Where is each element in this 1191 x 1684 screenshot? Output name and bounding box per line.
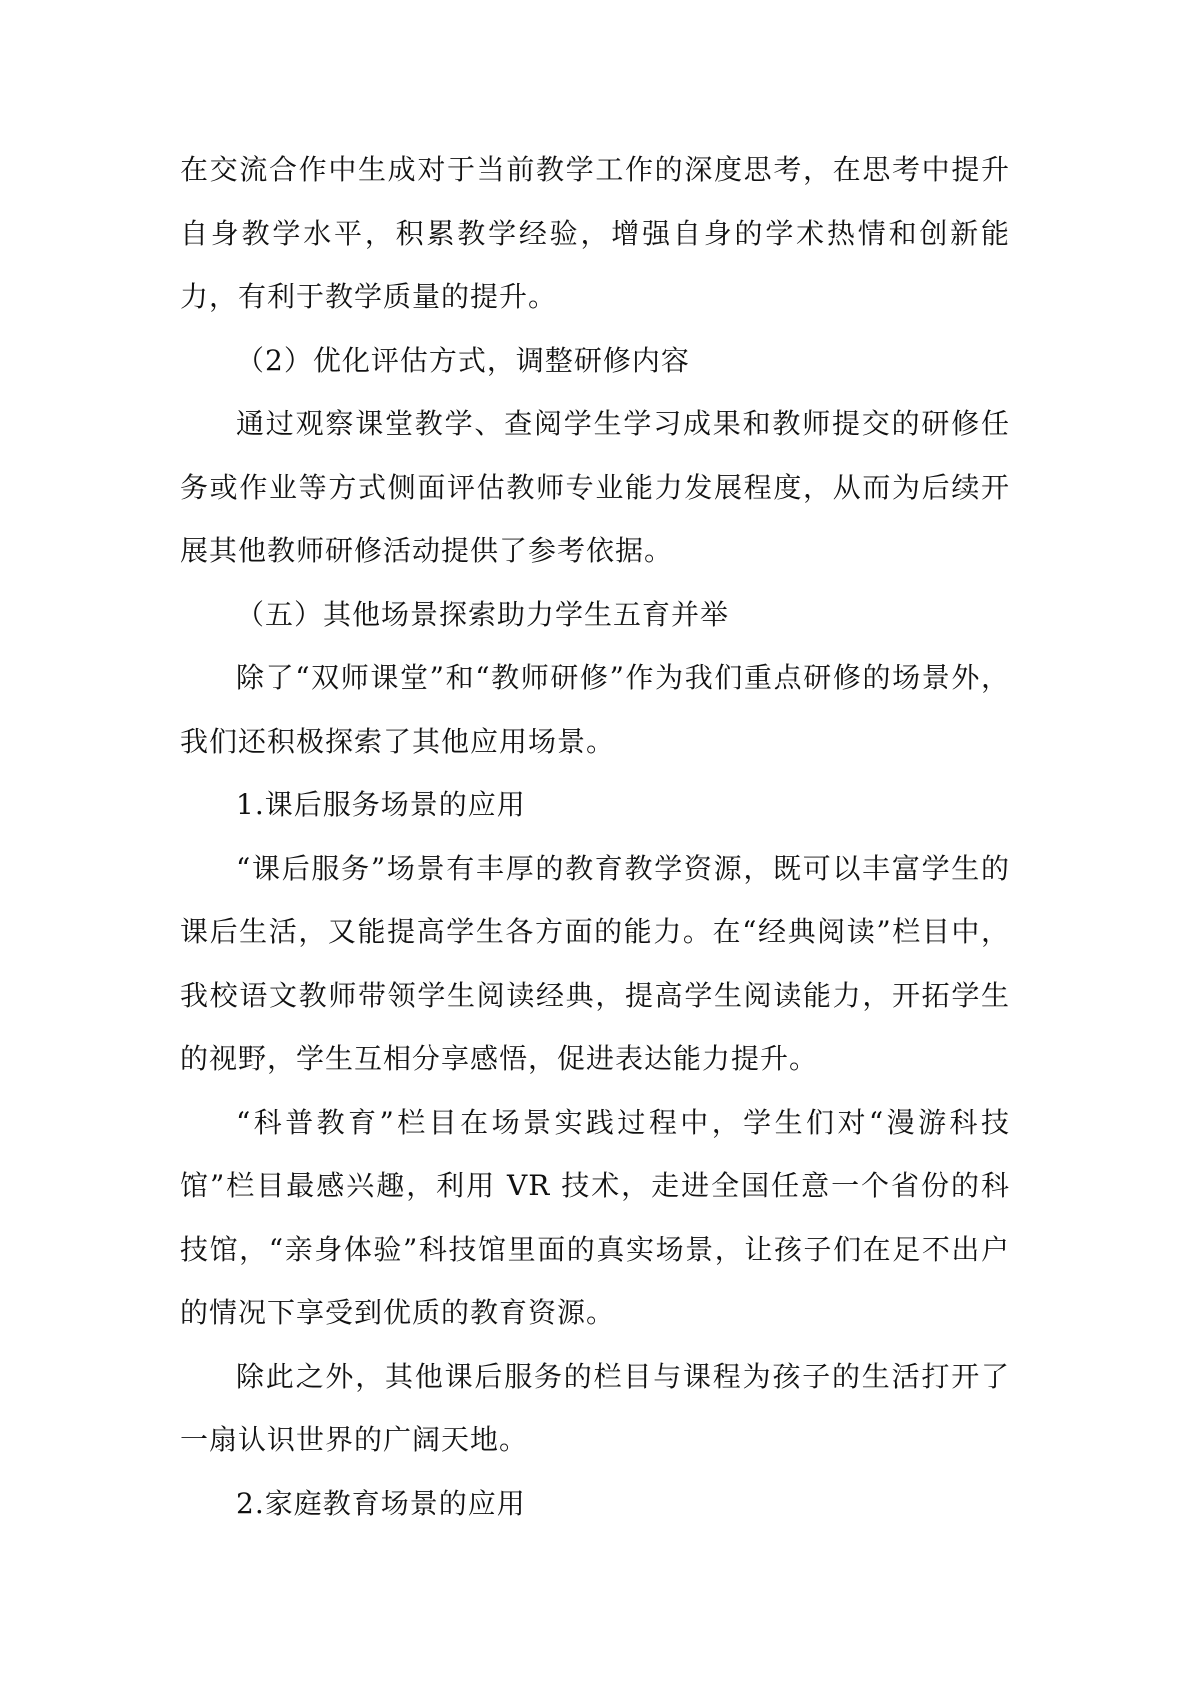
paragraph-other-services: 除此之外，其他课后服务的栏目与课程为孩子的生活打开了一扇认识世界的广阔天地。 — [180, 1359, 1010, 1456]
heading-after-school-service: 1.课后服务场景的应用 — [236, 788, 526, 821]
paragraph-evaluation-methods: 通过观察课堂教学、查阅学生学习成果和教师提交的研修任务或作业等方式侧面评估教师专业能力发展程度，从而为后续开展其他教师研修活动提供了参考依据。 — [180, 407, 1010, 567]
heading-optimize-evaluation: （2）优化评估方式，调整研修内容 — [236, 343, 690, 377]
paragraph-teaching-reflection: 在交流合作中生成对于当前教学工作的深度思考，在思考中提升自身教学水平，积累教学经验，增强自身的学术热情和创新能力，有利于教学质量的提升。 — [180, 153, 1010, 313]
paragraph-after-school-reading: “课后服务”场景有丰厚的教育教学资源，既可以丰富学生的课后生活，又能提高学生各方面的能力。在“经典阅读”栏目中，我校语文教师带领学生阅读经典，提高学生阅读能力，开拓学生的视野，学生互相分享感悟，促进表达能力提升。 — [180, 851, 1010, 1075]
heading-family-education: 2.家庭教育场景的应用 — [236, 1486, 526, 1520]
paragraph-science-education: “科普教育”栏目在场景实践过程中，学生们对“漫游科技馆”栏目最感兴趣，利用 VR 技术，走进全国任意一个省份的科技馆，“亲身体验”科技馆里面的真实场景，让孩子们在足不出户的情况下享受到优质的教育资源。 — [180, 1105, 1010, 1329]
paragraph-other-scenarios-intro: 除了“双师课堂”和“教师研修”作为我们重点研修的场景外，我们还积极探索了其他应用场景。 — [180, 661, 1010, 758]
heading-other-scenarios: （五）其他场景探索助力学生五育并举 — [236, 597, 730, 631]
document-body — [180, 138, 1010, 1535]
